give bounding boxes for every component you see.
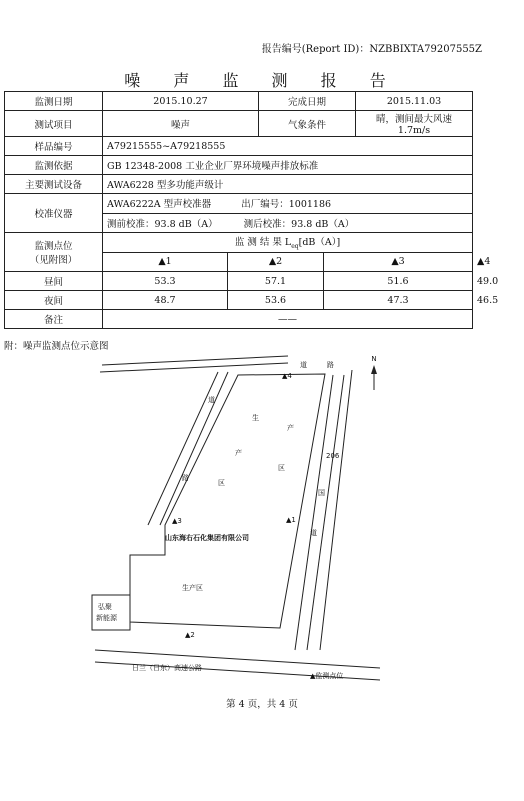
point-1: ▲1: [103, 252, 228, 272]
calib-after: 测后校准：93.8 dB（A）: [243, 218, 355, 230]
route-char-1: 国: [318, 489, 325, 497]
zone-char-1: 生: [252, 414, 259, 422]
device-label: 主要测试设备: [5, 175, 103, 194]
monitor-date: 2015.10.27: [103, 92, 259, 111]
point-4-marker: ▲4: [282, 372, 292, 380]
calib-before: 测前校准：93.8 dB（A）: [107, 218, 218, 230]
night-value-2: 53.6: [228, 291, 324, 310]
production-zone: 生产区: [182, 584, 203, 592]
top-road-edge-1: [102, 356, 288, 365]
result-sub: eq: [291, 243, 299, 251]
north-label: N: [371, 355, 377, 363]
device-value: AWA6228 型多功能声级计: [103, 175, 473, 194]
north-arrow-head: [371, 365, 377, 374]
left-road-edge-2: [148, 372, 218, 525]
company-name: 山东海右石化集团有限公司: [165, 534, 249, 542]
road-left-2: 路: [182, 474, 189, 482]
monitoring-point-map: [90, 350, 390, 685]
report-id: 报告编号(Report ID)：NZBBIXTA79207555Z: [261, 44, 482, 55]
map-legend: ▲监测点位: [310, 672, 344, 680]
basis-value: GB 12348-2008 工业企业厂界环境噪声排放标准: [103, 156, 473, 175]
point-2-marker: ▲2: [185, 631, 195, 639]
zone-char-3: 区: [218, 479, 225, 487]
remark-label: 备注: [5, 310, 103, 329]
night-label: 夜间: [5, 291, 103, 310]
calib-model: AWA6222A 型声校准器: [107, 199, 212, 211]
point-3-marker: ▲3: [172, 517, 182, 525]
point-label: [5, 233, 103, 272]
result-suffix: [dB（A）]: [298, 237, 341, 249]
attachment-note: 附：噪声监测点位示意图: [4, 341, 109, 352]
point-3: ▲3: [324, 252, 473, 272]
sample-label: 样品编号: [5, 137, 103, 156]
route-number: 206: [326, 452, 340, 460]
calib-row-1: [103, 194, 473, 214]
road-top-2: 路: [327, 361, 334, 369]
night-value-1: 48.7: [103, 291, 228, 310]
day-value-1: 53.3: [103, 272, 228, 291]
zone-char-4: 产: [287, 424, 294, 432]
expressway-label: 日兰（日东）高速公路: [132, 664, 202, 672]
neighbor-name-1: 弘聚: [98, 603, 112, 611]
basis-label: 监测依据: [5, 156, 103, 175]
neighbor-boundary: [92, 595, 130, 630]
day-value-3: 51.6: [324, 272, 473, 291]
route-char-2: 道: [310, 529, 317, 537]
point-2: ▲2: [228, 252, 324, 272]
finish-date-label: 完成日期: [259, 92, 356, 111]
page-title: 噪 声 监 测 报 告: [124, 71, 400, 90]
page-footer: 第 4 页，共 4 页: [226, 699, 298, 710]
neighbor-name-2: 新能源: [96, 614, 117, 622]
item-label: 测试项目: [5, 111, 103, 137]
item-value: 噪声: [103, 111, 259, 137]
weather-label: 气象条件: [259, 111, 356, 137]
finish-date: 2015.11.03: [356, 92, 473, 111]
calib-serial: 出厂编号：1001186: [241, 199, 332, 211]
national-road-edge-2: [307, 375, 344, 650]
left-road-edge-1: [160, 372, 228, 525]
zone-char-2: 产: [235, 449, 242, 457]
sample-value: A79215555~A79218555: [103, 137, 473, 156]
point-label-line-1: 监测点位: [34, 241, 73, 252]
weather-value: 晴，测间最大风速 1.7m/s: [356, 111, 473, 137]
national-road-edge-3: [320, 370, 352, 650]
result-header: [103, 233, 473, 253]
point-1-marker: ▲1: [286, 516, 296, 524]
result-prefix: 监 测 结 果 L: [234, 237, 292, 249]
monitor-date-label: 监测日期: [5, 92, 103, 111]
road-top-1: 道: [300, 361, 307, 369]
day-label: 昼间: [5, 272, 103, 291]
top-road-edge-2: [100, 363, 288, 372]
road-left-1: 道: [208, 396, 215, 404]
zone-char-5: 区: [278, 464, 285, 472]
day-value-2: 57.1: [228, 272, 324, 291]
calib-label: 校准仪器: [5, 194, 103, 233]
remark-value: ——: [103, 310, 473, 329]
calib-row-2: [103, 213, 473, 233]
noise-report-table: 监测日期 2015.10.27 完成日期 2015.11.03 测试项目 噪声 气象条件 晴，测间最大风速 1.7m/s 样品编号 A79215555~A79218555 监测依据 GB 12348-2008 工业企业厂界环境噪声排放标准 主要测试设备 AWA6228 型多功能声级计 校准仪器 AWA6222A 型声校准器 出厂编号：1001186 测前校准：93.8 dB（A） 测后校准：93.8 dB（A） 监测点位 （见附图） 监 测 结 果 $L_{eq}[dB(A)]$ ▲1 ▲2 ▲3 ▲4 昼间 53.3 57.1 51.6 49.0 夜间 48.7 53.6 47.3 46.5 备注 ——: [4, 91, 473, 329]
night-value-3: 47.3: [324, 291, 473, 310]
point-label-line-2: （见附图）: [29, 255, 78, 266]
